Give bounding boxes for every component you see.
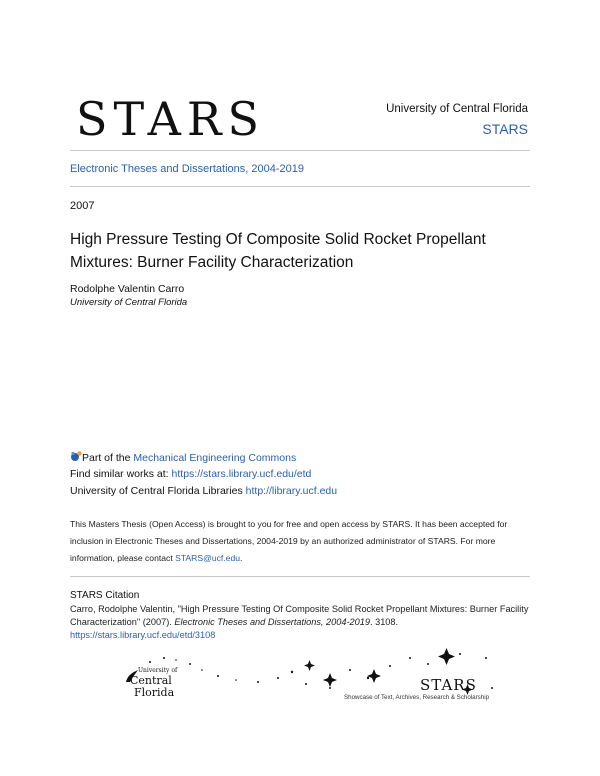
- notice-text: This Masters Thesis (Open Access) is brought to you for free and open access by STARS. It has been accepted for inclusion in Electronic Theses and Dissertations, 2004-2019 by an authorized administrator of STARS. For more information, please contact: [70, 519, 508, 563]
- contact-email-link[interactable]: STARS@ucf.edu: [175, 553, 241, 563]
- notice-end: .: [240, 553, 243, 563]
- find-similar-link[interactable]: https://stars.library.ucf.edu/etd: [171, 468, 312, 480]
- citation-divider: [70, 576, 530, 577]
- stars-repository-link[interactable]: STARS: [482, 121, 528, 137]
- author-name: Rodolphe Valentin Carro: [70, 283, 185, 295]
- series-divider: [70, 186, 530, 187]
- libraries-prefix: University of Central Florida Libraries: [70, 485, 246, 497]
- find-similar-line: [70, 468, 311, 480]
- libraries-line: [70, 485, 337, 497]
- publication-year: 2007: [70, 200, 95, 212]
- citation-text: Carro, Rodolphe Valentin, "High Pressure Testing Of Composite Solid Rocket Propellant Mixtures: Burner Facility Characterization" (2007).: [70, 604, 529, 627]
- author-affiliation: University of Central Florida: [70, 297, 188, 308]
- series-link[interactable]: Electronic Theses and Dissertations, 2004-2019: [70, 163, 304, 175]
- citation-url-link[interactable]: https://stars.library.ucf.edu/etd/3108: [70, 630, 216, 640]
- stars-logo: STARS: [76, 92, 266, 146]
- ucf-line3: Florida: [134, 686, 175, 699]
- network-icon: [70, 451, 82, 462]
- stars-footer-logo: STARS: [420, 676, 477, 694]
- libraries-link[interactable]: http://library.ucf.edu: [245, 485, 338, 497]
- citation-body: [70, 603, 532, 642]
- stars-tagline: Showcase of Text, Archives, Research & Scholarship: [344, 694, 490, 701]
- ucf-line1: University of: [138, 667, 178, 674]
- header-divider: [70, 150, 530, 151]
- ucf-logo: [124, 664, 194, 704]
- find-similar-prefix: Find similar works at:: [70, 468, 172, 480]
- ucf-line2: Central: [130, 674, 172, 687]
- citation-journal: Electronic Theses and Dissertations, 2004-2019: [174, 617, 370, 627]
- part-of-prefix: Part of the: [82, 452, 134, 464]
- citation-number: . 3108.: [369, 617, 399, 627]
- mechanical-engineering-commons-link[interactable]: Mechanical Engineering Commons: [133, 452, 297, 464]
- university-name: University of Central Florida: [386, 103, 528, 115]
- thesis-title: High Pressure Testing Of Composite Solid Rocket Propellant Mixtures: Burner Facility Characterization: [70, 231, 486, 271]
- part-of-line: [70, 451, 296, 464]
- citation-heading: STARS Citation: [70, 590, 140, 601]
- access-notice: [70, 516, 532, 567]
